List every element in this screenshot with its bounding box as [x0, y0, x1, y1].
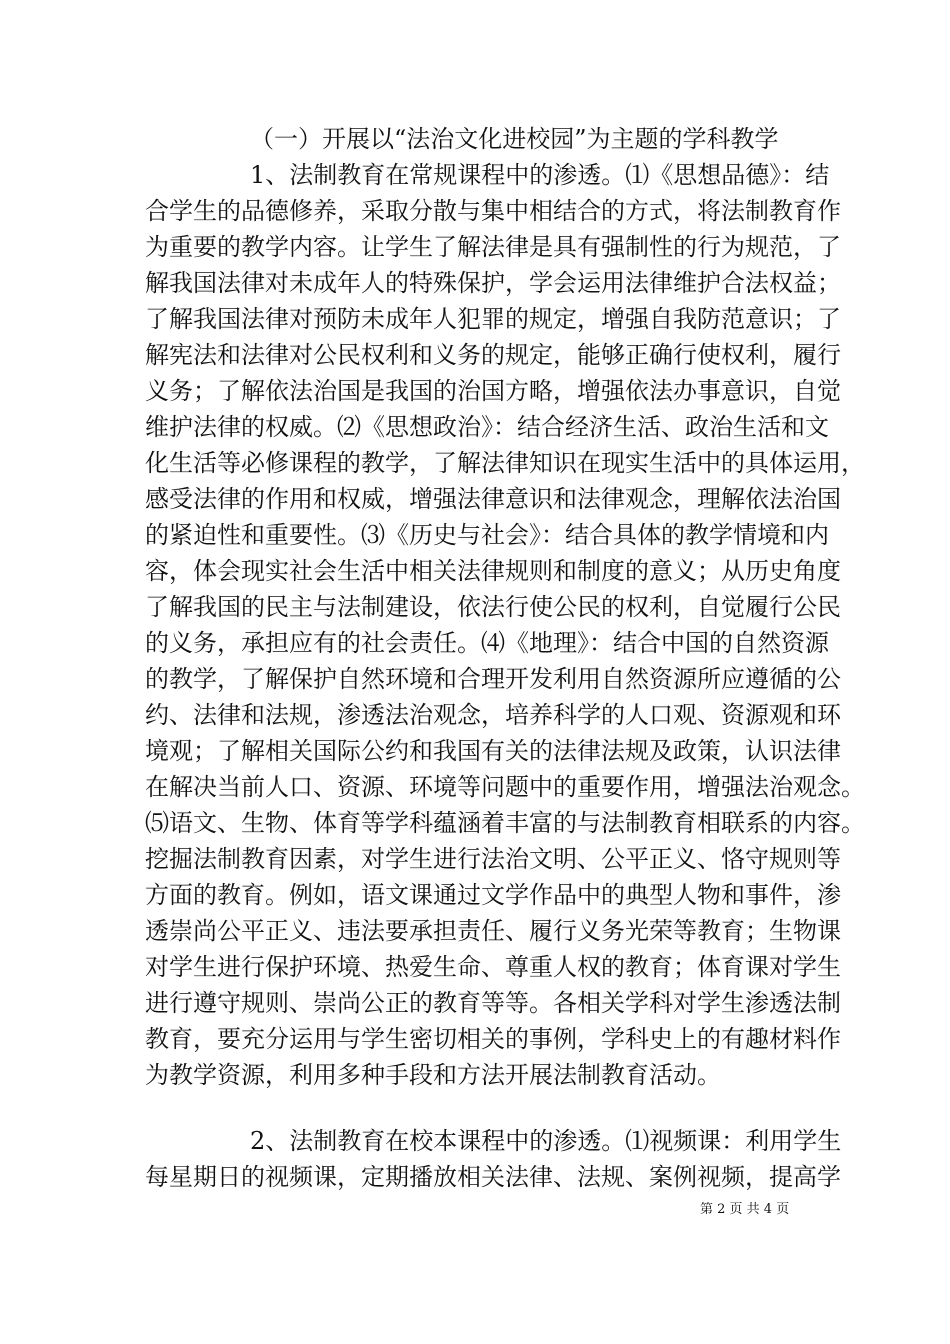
paragraph-1-line: 的义务，承担应有的社会责任。⑷《地理》：结合中国的自然资源 — [145, 629, 829, 657]
paragraph-2-line: 每星期日的视频课，定期播放相关法律、法规、案例视频，提高学 — [145, 1163, 841, 1191]
paragraph-1-line: 为教学资源，利用多种手段和方法开展法制教育活动。 — [145, 1061, 721, 1089]
paragraph-1-line: 解我国法律对未成年人的特殊保护，学会运用法律维护合法权益； — [145, 269, 841, 297]
paragraph-1-line: 教育，要充分运用与学生密切相关的事例，学科史上的有趣材料作 — [145, 1025, 841, 1053]
paragraph-1-line: 义务；了解依法治国是我国的治国方略，增强依法办事意识，自觉 — [145, 377, 841, 405]
paragraph-1-line: 方面的教育。例如，语文课通过文学作品中的典型人物和事件，渗 — [145, 881, 841, 909]
paragraph-1-line: 化生活等必修课程的教学，了解法律知识在现实生活中的具体运用， — [145, 449, 865, 477]
paragraph-2-line: 2、法制教育在校本课程中的渗透。⑴视频课：利用学生 — [250, 1127, 842, 1155]
page-number-footer: 第 2 页 共 4 页 — [700, 1202, 790, 1217]
section-heading: （一）开展以“法治文化进校园”为主题的学科教学 — [250, 125, 779, 153]
paragraph-1-line: 境观；了解相关国际公约和我国有关的法律法规及政策，认识法律 — [145, 737, 841, 765]
paragraph-1-line: 进行遵守规则、崇尚公正的教育等等。各相关学科对学生渗透法制 — [145, 989, 841, 1017]
paragraph-1-line: 了解我国法律对预防未成年人犯罪的规定，增强自我防范意识；了 — [145, 305, 841, 333]
paragraph-1-line: 约、法律和法规，渗透法治观念，培养科学的人口观、资源观和环 — [145, 701, 841, 729]
paragraph-1-line: 感受法律的作用和权威，增强法律意识和法律观念，理解依法治国 — [145, 485, 841, 513]
paragraph-1-line: ⑸语文、生物、体育等学科蕴涵着丰富的与法制教育相联系的内容。 — [145, 809, 865, 837]
paragraph-1-line: 对学生进行保护环境、热爱生命、尊重人权的教育；体育课对学生 — [145, 953, 841, 981]
paragraph-1-line: 了解我国的民主与法制建设，依法行使公民的权利，自觉履行公民 — [145, 593, 841, 621]
paragraph-1-line: 维护法律的权威。⑵《思想政治》：结合经济生活、政治生活和文 — [145, 413, 829, 441]
paragraph-1-line: 为重要的教学内容。让学生了解法律是具有强制性的行为规范，了 — [145, 233, 841, 261]
paragraph-1-line: 在解决当前人口、资源、环境等问题中的重要作用，增强法治观念。 — [145, 773, 865, 801]
paragraph-1-line: 合学生的品德修养，采取分散与集中相结合的方式，将法制教育作 — [145, 197, 841, 225]
paragraph-1-line: 解宪法和法律对公民权利和义务的规定，能够正确行使权利，履行 — [145, 341, 841, 369]
paragraph-1-line: 的教学，了解保护自然环境和合理开发利用自然资源所应遵循的公 — [145, 665, 841, 693]
paragraph-1-line: 1、法制教育在常规课程中的渗透。⑴《思想品德》：结 — [250, 161, 830, 189]
paragraph-1-line: 挖掘法制教育因素，对学生进行法治文明、公平正义、恪守规则等 — [145, 845, 841, 873]
paragraph-1-line: 透崇尚公平正义、违法要承担责任、履行义务光荣等教育；生物课 — [145, 917, 841, 945]
paragraph-1-line: 容，体会现实社会生活中相关法律规则和制度的意义；从历史角度 — [145, 557, 841, 585]
paragraph-1-line: 的紧迫性和重要性。⑶《历史与社会》：结合具体的教学情境和内 — [145, 521, 829, 549]
